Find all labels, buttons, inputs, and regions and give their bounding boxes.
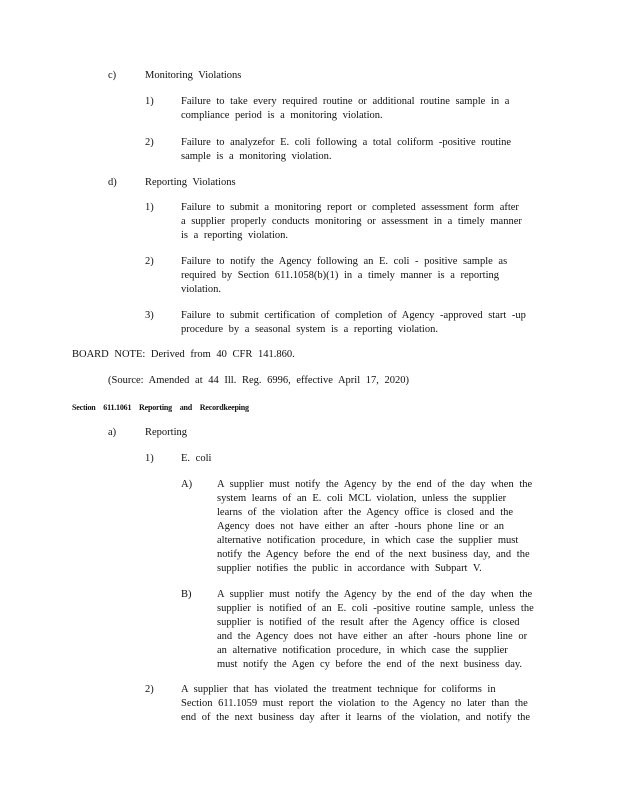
text-line: supplier is notified of an E. coli -positive routine sample, unless the: [217, 603, 534, 614]
item-a2-text: [181, 683, 530, 725]
text-line: procedure by a seasonal system is a reporting violation.: [181, 324, 438, 335]
text-line: must notify the Agen cy before the end of the next business day.: [217, 659, 523, 670]
item-d3-text: [181, 309, 526, 337]
text-line: violation.: [181, 284, 221, 295]
item-d1-text: [181, 201, 522, 243]
text-line: Failure to analyzefor E. coli following a total coliform -positive routine: [181, 137, 512, 148]
item-d1-number: 1): [145, 202, 154, 213]
text-line: Failure to take every required routine or additional routine sample in a: [181, 96, 510, 107]
text-line: end of the next business day after it learns of the violation, and notify the: [181, 712, 531, 723]
text-line: learns of the violation after the Agency office is closed and the: [217, 507, 514, 518]
item-a1A-text: [217, 478, 532, 576]
item-d2-number: 2): [145, 256, 154, 267]
text-line: a supplier properly conducts monitoring or assessment in a timely manner: [181, 216, 522, 227]
subsection-d-heading: Reporting Violations: [145, 177, 236, 188]
section-heading: Section 611.1061 Reporting and Recordkeeping: [72, 403, 249, 412]
item-a1-heading: E. coli: [181, 453, 212, 464]
item-a1B-text: [217, 588, 534, 672]
subsection-c-label: c): [108, 70, 117, 81]
item-c2-text: [181, 136, 511, 164]
text-line: supplier notifies the public in accordance with Subpart V.: [217, 563, 482, 574]
text-line: required by Section 611.1058(b)(1) in a timely manner is a reporting: [181, 270, 499, 281]
text-line: is a reporting violation.: [181, 230, 288, 241]
source-note: (Source: Amended at 44 Ill. Reg. 6996, effective April 17, 2020): [108, 375, 409, 386]
text-line: A supplier must notify the Agency by the end of the day when the: [217, 589, 533, 600]
text-line: Failure to submit a monitoring report or completed assessment form after: [181, 202, 519, 213]
subsection-c-heading: Monitoring Violations: [145, 70, 242, 81]
board-note: BOARD NOTE: Derived from 40 CFR 141.860.: [72, 349, 295, 360]
text-line: A supplier must notify the Agency by the end of the day when the: [217, 479, 533, 490]
text-line: and the Agency does not have either an after -hours phone line or: [217, 631, 528, 642]
text-line: A supplier that has violated the treatment technique for coliforms in: [181, 684, 496, 695]
subsection-a-label: a): [108, 427, 117, 438]
subsection-d-label: d): [108, 177, 117, 188]
item-a1B-label: B): [181, 589, 192, 600]
item-a2-number: 2): [145, 684, 154, 695]
text-line: Failure to submit certification of completion of Agency -approved start -up: [181, 310, 526, 321]
item-d2-text: [181, 255, 507, 297]
text-line: Section 611.1059 must report the violation to the Agency no later than the: [181, 698, 528, 709]
text-line: an alternative notification procedure, in which case the supplier: [217, 645, 508, 656]
subsection-a-heading: Reporting: [145, 427, 187, 438]
text-line: Failure to notify the Agency following an E. coli - positive sample as: [181, 256, 508, 267]
item-c1-text: [181, 95, 509, 123]
item-d3-number: 3): [145, 310, 154, 321]
item-c2-number: 2): [145, 137, 154, 148]
item-a1-number: 1): [145, 453, 154, 464]
text-line: compliance period is a monitoring violation.: [181, 110, 383, 121]
text-line: sample is a monitoring violation.: [181, 151, 332, 162]
item-a1A-label: A): [181, 479, 193, 490]
text-line: system learns of an E. coli MCL violation, unless the supplier: [217, 493, 507, 504]
text-line: supplier is notified of the result after the Agency office is closed: [217, 617, 520, 628]
item-c1-number: 1): [145, 96, 154, 107]
text-line: Agency does not have either an after -hours phone line or an: [217, 521, 504, 532]
text-line: notify the Agency before the end of the next business day, and the: [217, 549, 530, 560]
text-line: alternative notification procedure, in which case the supplier must: [217, 535, 519, 546]
